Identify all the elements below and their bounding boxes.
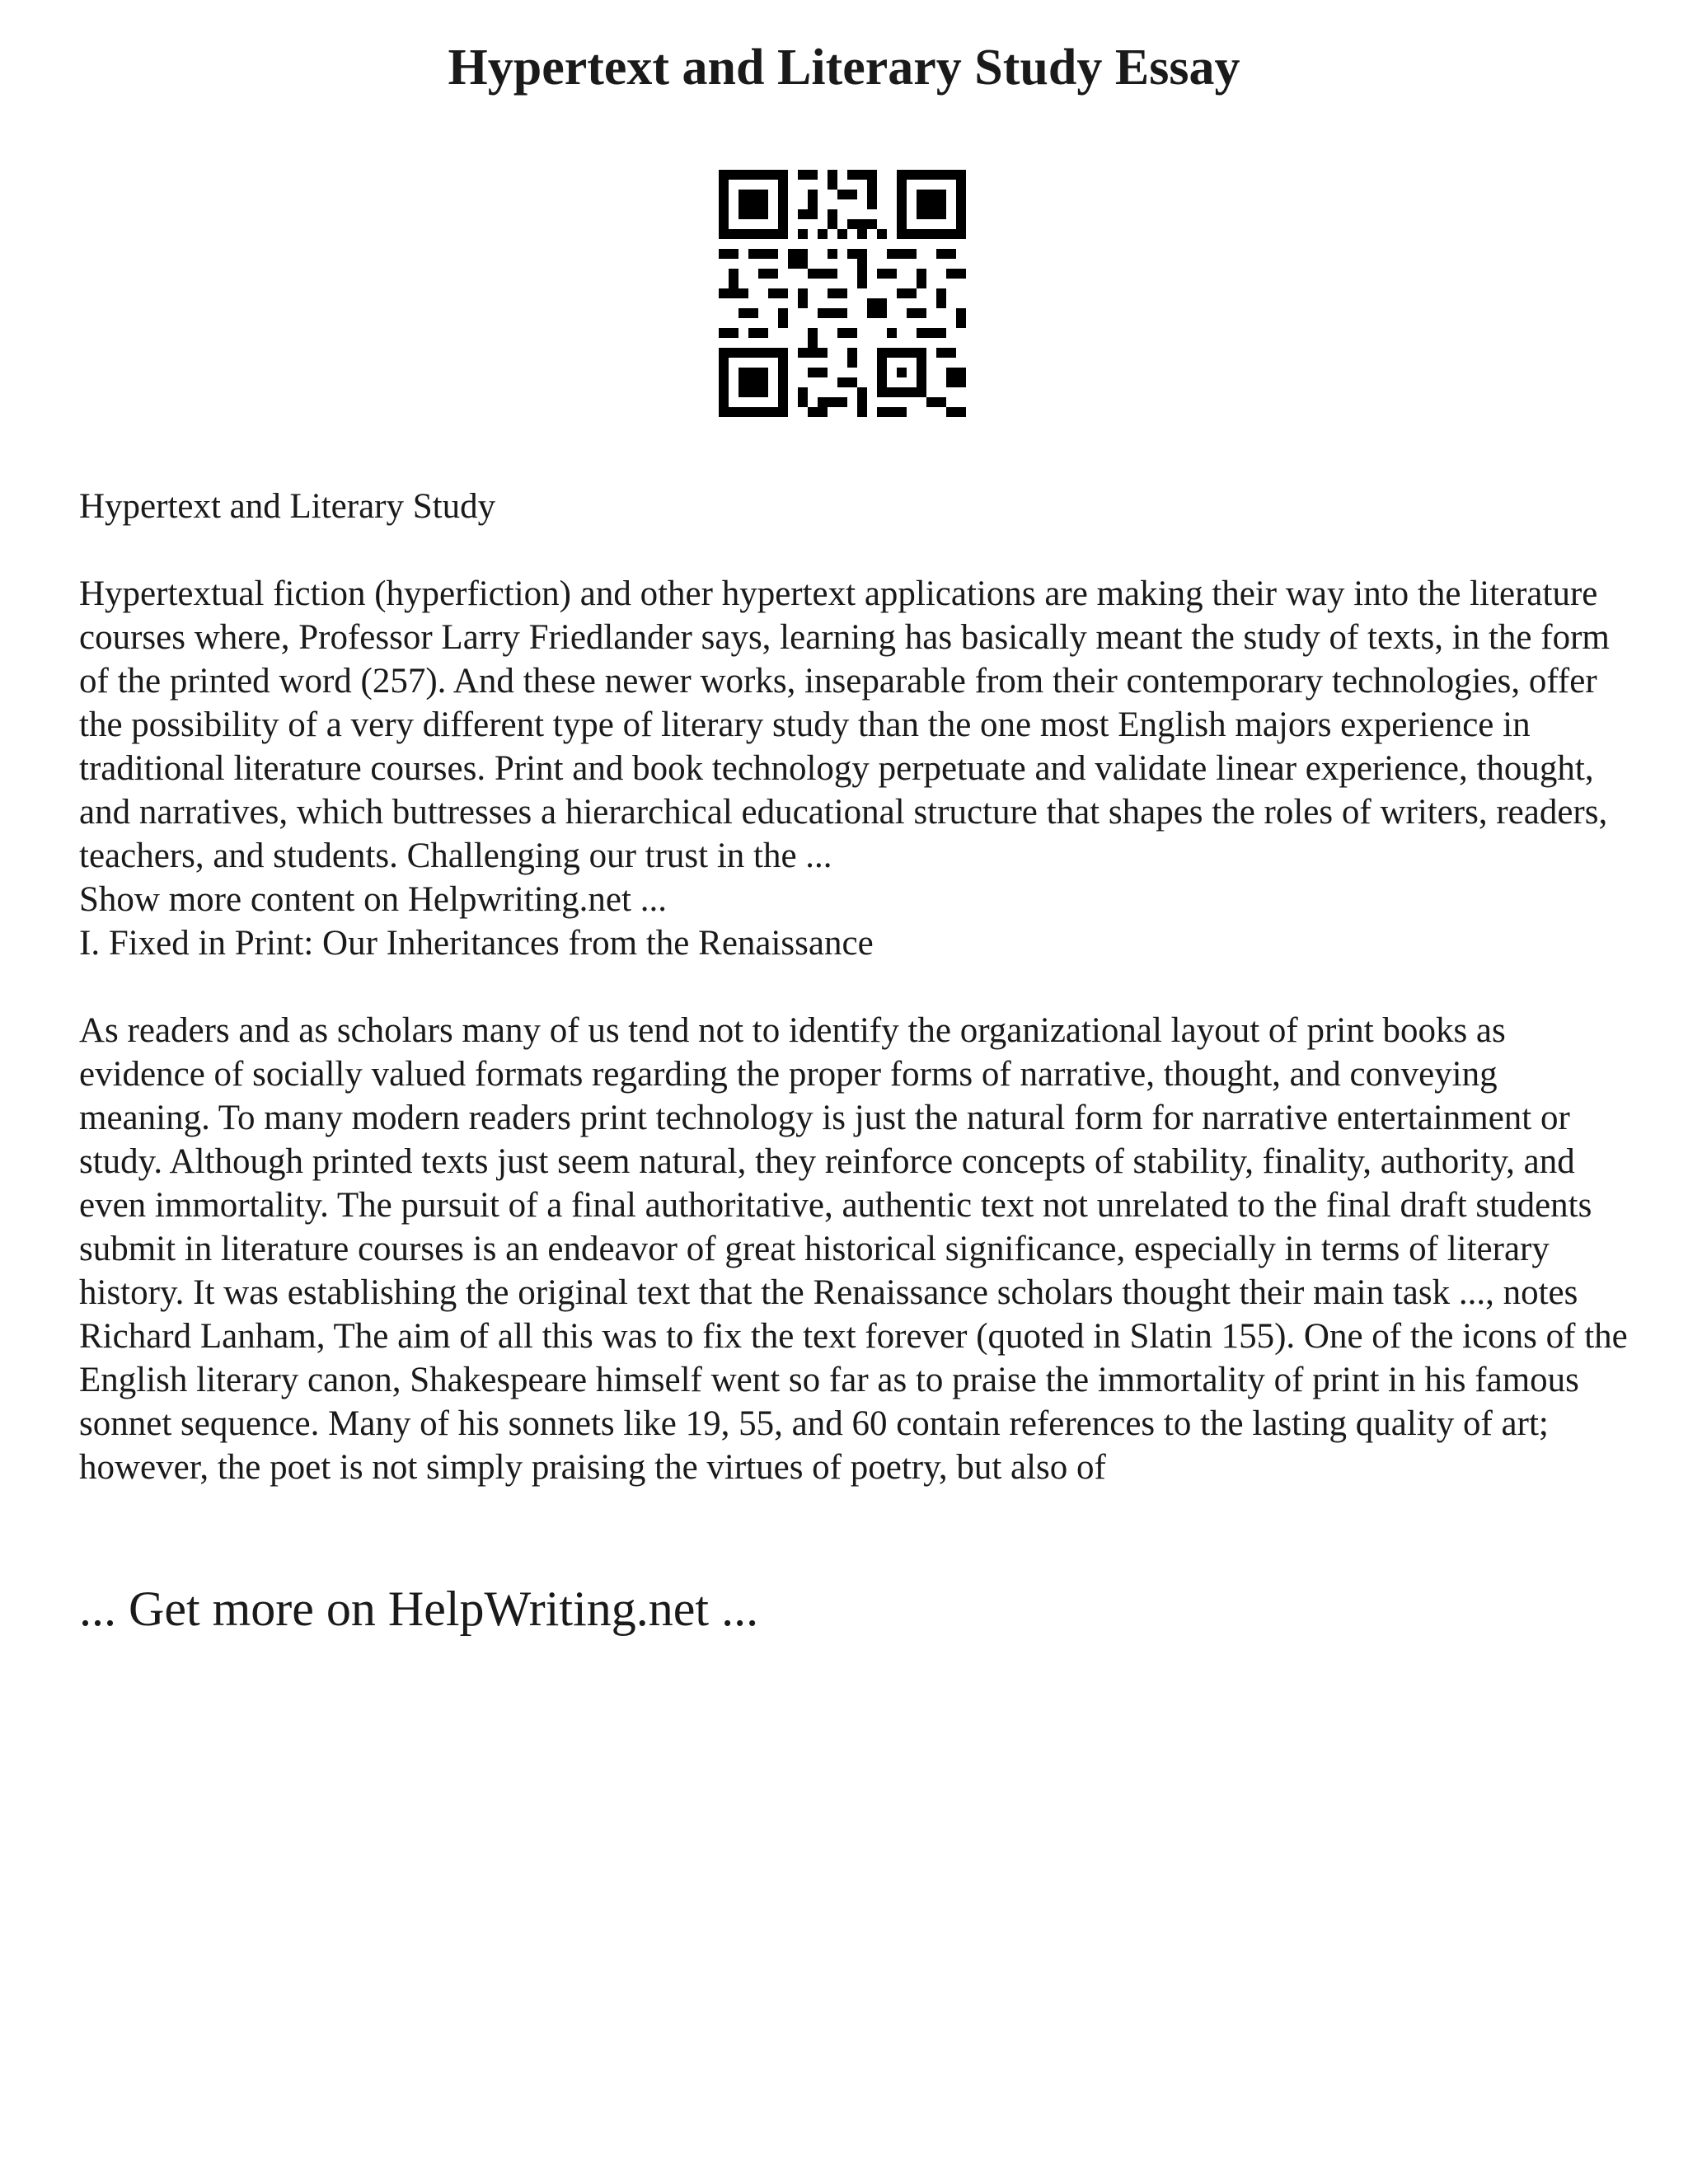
paragraph-intro: Hypertextual fiction (hyperfiction) and other hypertext applications are making their way into the literature courses where, Professor Larry Friedlander says, learning has basically meant the study of texts, in the form of the printed word (257). And these newer works, inseparable from their contemporary technologies, offer the possibility of a very different type of literary study than the one most English majors experience in traditional literature courses. Print and book technology perpetuate and validate linear experience, thought, and narratives, which buttresses a hierarchical educational structure that shapes the roles of writers, readers, teachers, and students. Challenging our trust in the ... (79, 574, 1610, 875)
show-more-link[interactable]: Show more content on Helpwriting.net ... (79, 880, 667, 919)
document-title: Hypertext and Literary Study Essay (448, 40, 1240, 96)
spacer (79, 528, 1629, 572)
document-body (79, 485, 1629, 1489)
section-heading: I. Fixed in Print: Our Inheritances from the Renaissance (79, 924, 874, 963)
get-more-link[interactable]: ... Get more on HelpWriting.net ... (79, 1582, 759, 1636)
document-subtitle: Hypertext and Literary Study (79, 487, 496, 526)
paragraph-body: As readers and as scholars many of us tend not to identify the organizational layout of print books as evidence of socially valued formats regarding the proper forms of narrative, thought, and conveying meaning. To many modern readers print technology is just the natural form for narrative entertainment or study. Although printed texts just seem natural, they reinforce concepts of stability, finality, authority, and even immortality. The pursuit of a final authoritative, authentic text not unrelated to the final draft students submit in literature courses is an endeavor of great historical significance, especially in terms of literary history. It was establishing the original text that the Renaissance scholars thought their main task ..., notes Richard Lanham, The aim of all this was to fix the text forever (quoted in Slatin 155). One of the icons of the English literary canon, Shakespeare himself went so far as to praise the immortality of print in his famous sonnet sequence. Many of his sonnets like 19, 55, and 60 contain references to the lasting quality of art; however, the poet is not simply praising the virtues of poetry, but also of (79, 1011, 1628, 1487)
spacer (79, 965, 1629, 1009)
qr-code-icon (719, 170, 966, 417)
